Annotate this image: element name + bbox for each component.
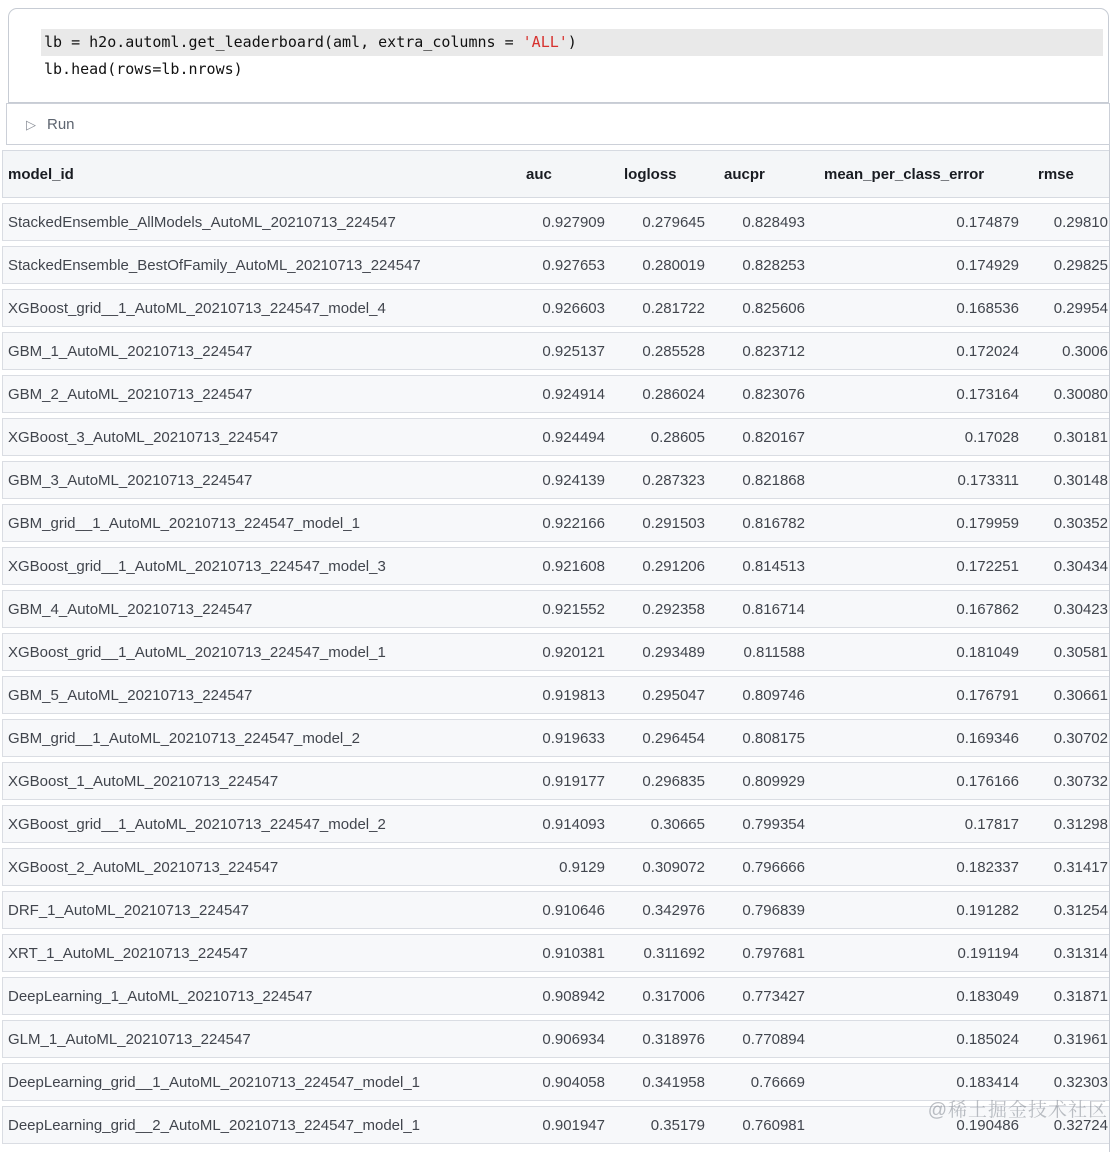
column-header-logloss: logloss	[605, 150, 705, 198]
table-row	[2, 633, 1110, 671]
cell-mean_per_class_error: 0.168536	[805, 289, 1019, 327]
cell-rmse: 0.29954	[1019, 289, 1110, 327]
column-header-model-id: model_id	[2, 150, 507, 198]
cell-auc: 0.906934	[507, 1020, 605, 1058]
cell-logloss: 0.318976	[605, 1020, 705, 1058]
table-row	[2, 375, 1110, 413]
table-row	[2, 934, 1110, 972]
cell-mean_per_class_error: 0.176166	[805, 762, 1019, 800]
cell-logloss: 0.281722	[605, 289, 705, 327]
table-header	[2, 150, 1110, 198]
cell-model_id: XGBoost_2_AutoML_20210713_224547	[2, 848, 507, 886]
cell-model_id: DeepLearning_1_AutoML_20210713_224547	[2, 977, 507, 1015]
table-row	[2, 418, 1110, 456]
code-text: lb = h2o.automl.get_leaderboard(aml, extra_columns =	[44, 33, 523, 51]
cell-auc: 0.920121	[507, 633, 605, 671]
cell-logloss: 0.291503	[605, 504, 705, 542]
cell-rmse: 0.30352	[1019, 504, 1110, 542]
cell-rmse: 0.30732	[1019, 762, 1110, 800]
cell-aucpr: 0.796666	[705, 848, 805, 886]
cell-logloss: 0.292358	[605, 590, 705, 628]
cell-auc: 0.926603	[507, 289, 605, 327]
cell-auc: 0.910381	[507, 934, 605, 972]
cell-auc: 0.921552	[507, 590, 605, 628]
column-header-auc: auc	[507, 150, 605, 198]
table-row	[2, 504, 1110, 542]
cell-model_id: GBM_grid__1_AutoML_20210713_224547_model_1	[2, 504, 507, 542]
cell-mean_per_class_error: 0.185024	[805, 1020, 1019, 1058]
cell-auc: 0.901947	[507, 1106, 605, 1144]
code-line-1	[41, 29, 1103, 56]
code-editor[interactable]	[8, 8, 1109, 103]
cell-mean_per_class_error: 0.173311	[805, 461, 1019, 499]
cell-logloss: 0.287323	[605, 461, 705, 499]
column-header-mean-per-class-error: mean_per_class_error	[805, 150, 1019, 198]
cell-aucpr: 0.823076	[705, 375, 805, 413]
cell-mean_per_class_error: 0.172024	[805, 332, 1019, 370]
string-literal: 'ALL'	[522, 33, 568, 51]
cell-auc: 0.924914	[507, 375, 605, 413]
cell-rmse: 0.30080	[1019, 375, 1110, 413]
cell-model_id: GBM_3_AutoML_20210713_224547	[2, 461, 507, 499]
cell-mean_per_class_error: 0.167862	[805, 590, 1019, 628]
cell-rmse: 0.30434	[1019, 547, 1110, 585]
cell-auc: 0.919177	[507, 762, 605, 800]
cell-model_id: DRF_1_AutoML_20210713_224547	[2, 891, 507, 929]
cell-logloss: 0.279645	[605, 203, 705, 241]
cell-mean_per_class_error: 0.191194	[805, 934, 1019, 972]
cell-auc: 0.922166	[507, 504, 605, 542]
cell-rmse: 0.31871	[1019, 977, 1110, 1015]
leaderboard-table	[2, 145, 1110, 1149]
cell-auc: 0.927653	[507, 246, 605, 284]
cell-model_id: XGBoost_3_AutoML_20210713_224547	[2, 418, 507, 456]
cell-mean_per_class_error: 0.169346	[805, 719, 1019, 757]
cell-rmse: 0.3006	[1019, 332, 1110, 370]
cell-logloss: 0.295047	[605, 676, 705, 714]
cell-model_id: GBM_1_AutoML_20210713_224547	[2, 332, 507, 370]
cell-mean_per_class_error: 0.183414	[805, 1063, 1019, 1101]
table-row	[2, 805, 1110, 843]
cell-aucpr: 0.760981	[705, 1106, 805, 1144]
cell-mean_per_class_error: 0.182337	[805, 848, 1019, 886]
cell-model_id: XGBoost_grid__1_AutoML_20210713_224547_model_1	[2, 633, 507, 671]
table-row	[2, 590, 1110, 628]
table-row	[2, 332, 1110, 370]
cell-rmse: 0.31254	[1019, 891, 1110, 929]
run-button[interactable]	[6, 103, 1110, 145]
cell-logloss: 0.317006	[605, 977, 705, 1015]
cell-aucpr: 0.823712	[705, 332, 805, 370]
table-row	[2, 719, 1110, 757]
cell-logloss: 0.291206	[605, 547, 705, 585]
watermark-text: @稀土掘金技术社区	[927, 1100, 1108, 1121]
cell-aucpr: 0.816714	[705, 590, 805, 628]
column-header-aucpr: aucpr	[705, 150, 805, 198]
cell-aucpr: 0.797681	[705, 934, 805, 972]
cell-logloss: 0.28605	[605, 418, 705, 456]
cell-model_id: XGBoost_1_AutoML_20210713_224547	[2, 762, 507, 800]
cell-model_id: DeepLearning_grid__2_AutoML_20210713_224547_model_1	[2, 1106, 507, 1144]
cell-mean_per_class_error: 0.190486	[805, 1106, 1019, 1144]
cell-logloss: 0.30665	[605, 805, 705, 843]
cell-logloss: 0.311692	[605, 934, 705, 972]
cell-logloss: 0.280019	[605, 246, 705, 284]
cell-model_id: StackedEnsemble_AllModels_AutoML_20210713_224547	[2, 203, 507, 241]
table-row	[2, 977, 1110, 1015]
cell-aucpr: 0.828253	[705, 246, 805, 284]
cell-aucpr: 0.809929	[705, 762, 805, 800]
cell-model_id: GBM_5_AutoML_20210713_224547	[2, 676, 507, 714]
cell-model_id: DeepLearning_grid__1_AutoML_20210713_224547_model_1	[2, 1063, 507, 1101]
cell-auc: 0.908942	[507, 977, 605, 1015]
cell-model_id: XGBoost_grid__1_AutoML_20210713_224547_model_4	[2, 289, 507, 327]
cell-mean_per_class_error: 0.183049	[805, 977, 1019, 1015]
cell-mean_per_class_error: 0.191282	[805, 891, 1019, 929]
cell-rmse: 0.30423	[1019, 590, 1110, 628]
table-row	[2, 203, 1110, 241]
output-area	[2, 145, 1110, 1152]
cell-logloss: 0.35179	[605, 1106, 705, 1144]
cell-model_id: StackedEnsemble_BestOfFamily_AutoML_20210713_224547	[2, 246, 507, 284]
cell-aucpr: 0.821868	[705, 461, 805, 499]
cell-rmse: 0.32303	[1019, 1063, 1110, 1101]
table-row	[2, 246, 1110, 284]
cell-rmse: 0.32724	[1019, 1106, 1110, 1144]
cell-aucpr: 0.809746	[705, 676, 805, 714]
cell-auc: 0.904058	[507, 1063, 605, 1101]
cell-aucpr: 0.825606	[705, 289, 805, 327]
cell-aucpr: 0.76669	[705, 1063, 805, 1101]
cell-aucpr: 0.816782	[705, 504, 805, 542]
cell-mean_per_class_error: 0.172251	[805, 547, 1019, 585]
cell-aucpr: 0.799354	[705, 805, 805, 843]
cell-logloss: 0.342976	[605, 891, 705, 929]
cell-aucpr: 0.770894	[705, 1020, 805, 1058]
cell-auc: 0.914093	[507, 805, 605, 843]
cell-mean_per_class_error: 0.176791	[805, 676, 1019, 714]
cell-model_id: GBM_2_AutoML_20210713_224547	[2, 375, 507, 413]
table-body	[2, 203, 1110, 1144]
table-row	[2, 762, 1110, 800]
table-row	[2, 461, 1110, 499]
code-line-2: lb.head(rows=lb.nrows)	[44, 60, 243, 78]
cell-model_id: GBM_grid__1_AutoML_20210713_224547_model_2	[2, 719, 507, 757]
cell-model_id: XGBoost_grid__1_AutoML_20210713_224547_model_3	[2, 547, 507, 585]
table-row	[2, 1063, 1110, 1101]
cell-mean_per_class_error: 0.17028	[805, 418, 1019, 456]
cell-aucpr: 0.808175	[705, 719, 805, 757]
cell-auc: 0.924139	[507, 461, 605, 499]
cell-rmse: 0.29825	[1019, 246, 1110, 284]
table-row	[2, 547, 1110, 585]
cell-auc: 0.919813	[507, 676, 605, 714]
cell-model_id: XGBoost_grid__1_AutoML_20210713_224547_model_2	[2, 805, 507, 843]
cell-logloss: 0.309072	[605, 848, 705, 886]
cell-logloss: 0.285528	[605, 332, 705, 370]
cell-auc: 0.9129	[507, 848, 605, 886]
cell-aucpr: 0.773427	[705, 977, 805, 1015]
cell-logloss: 0.296454	[605, 719, 705, 757]
play-icon: ▷	[26, 116, 36, 132]
cell-auc: 0.919633	[507, 719, 605, 757]
table-row	[2, 891, 1110, 929]
cell-aucpr: 0.820167	[705, 418, 805, 456]
cell-rmse: 0.30148	[1019, 461, 1110, 499]
table-row	[2, 1106, 1110, 1144]
cell-logloss: 0.293489	[605, 633, 705, 671]
table-row	[2, 676, 1110, 714]
table-row	[2, 1020, 1110, 1058]
cell-logloss: 0.286024	[605, 375, 705, 413]
cell-auc: 0.927909	[507, 203, 605, 241]
cell-rmse: 0.31417	[1019, 848, 1110, 886]
cell-rmse: 0.30661	[1019, 676, 1110, 714]
cell-logloss: 0.296835	[605, 762, 705, 800]
cell-model_id: GBM_4_AutoML_20210713_224547	[2, 590, 507, 628]
cell-auc: 0.910646	[507, 891, 605, 929]
cell-auc: 0.921608	[507, 547, 605, 585]
cell-mean_per_class_error: 0.181049	[805, 633, 1019, 671]
cell-rmse: 0.31961	[1019, 1020, 1110, 1058]
cell-aucpr: 0.796839	[705, 891, 805, 929]
cell-mean_per_class_error: 0.173164	[805, 375, 1019, 413]
table-row	[2, 848, 1110, 886]
cell-model_id: XRT_1_AutoML_20210713_224547	[2, 934, 507, 972]
cell-rmse: 0.29810	[1019, 203, 1110, 241]
cell-aucpr: 0.814513	[705, 547, 805, 585]
column-header-rmse: rmse	[1019, 150, 1110, 198]
code-text: )	[567, 33, 577, 51]
run-button-label: Run	[47, 115, 75, 133]
cell-rmse: 0.31298	[1019, 805, 1110, 843]
cell-auc: 0.925137	[507, 332, 605, 370]
cell-auc: 0.924494	[507, 418, 605, 456]
cell-mean_per_class_error: 0.174929	[805, 246, 1019, 284]
cell-mean_per_class_error: 0.174879	[805, 203, 1019, 241]
cell-rmse: 0.30581	[1019, 633, 1110, 671]
cell-mean_per_class_error: 0.17817	[805, 805, 1019, 843]
cell-rmse: 0.30181	[1019, 418, 1110, 456]
cell-rmse: 0.30702	[1019, 719, 1110, 757]
cell-aucpr: 0.828493	[705, 203, 805, 241]
cell-mean_per_class_error: 0.179959	[805, 504, 1019, 542]
table-row	[2, 289, 1110, 327]
cell-model_id: GLM_1_AutoML_20210713_224547	[2, 1020, 507, 1058]
cell-rmse: 0.31314	[1019, 934, 1110, 972]
cell-logloss: 0.341958	[605, 1063, 705, 1101]
cell-aucpr: 0.811588	[705, 633, 805, 671]
header-row	[2, 150, 1110, 198]
